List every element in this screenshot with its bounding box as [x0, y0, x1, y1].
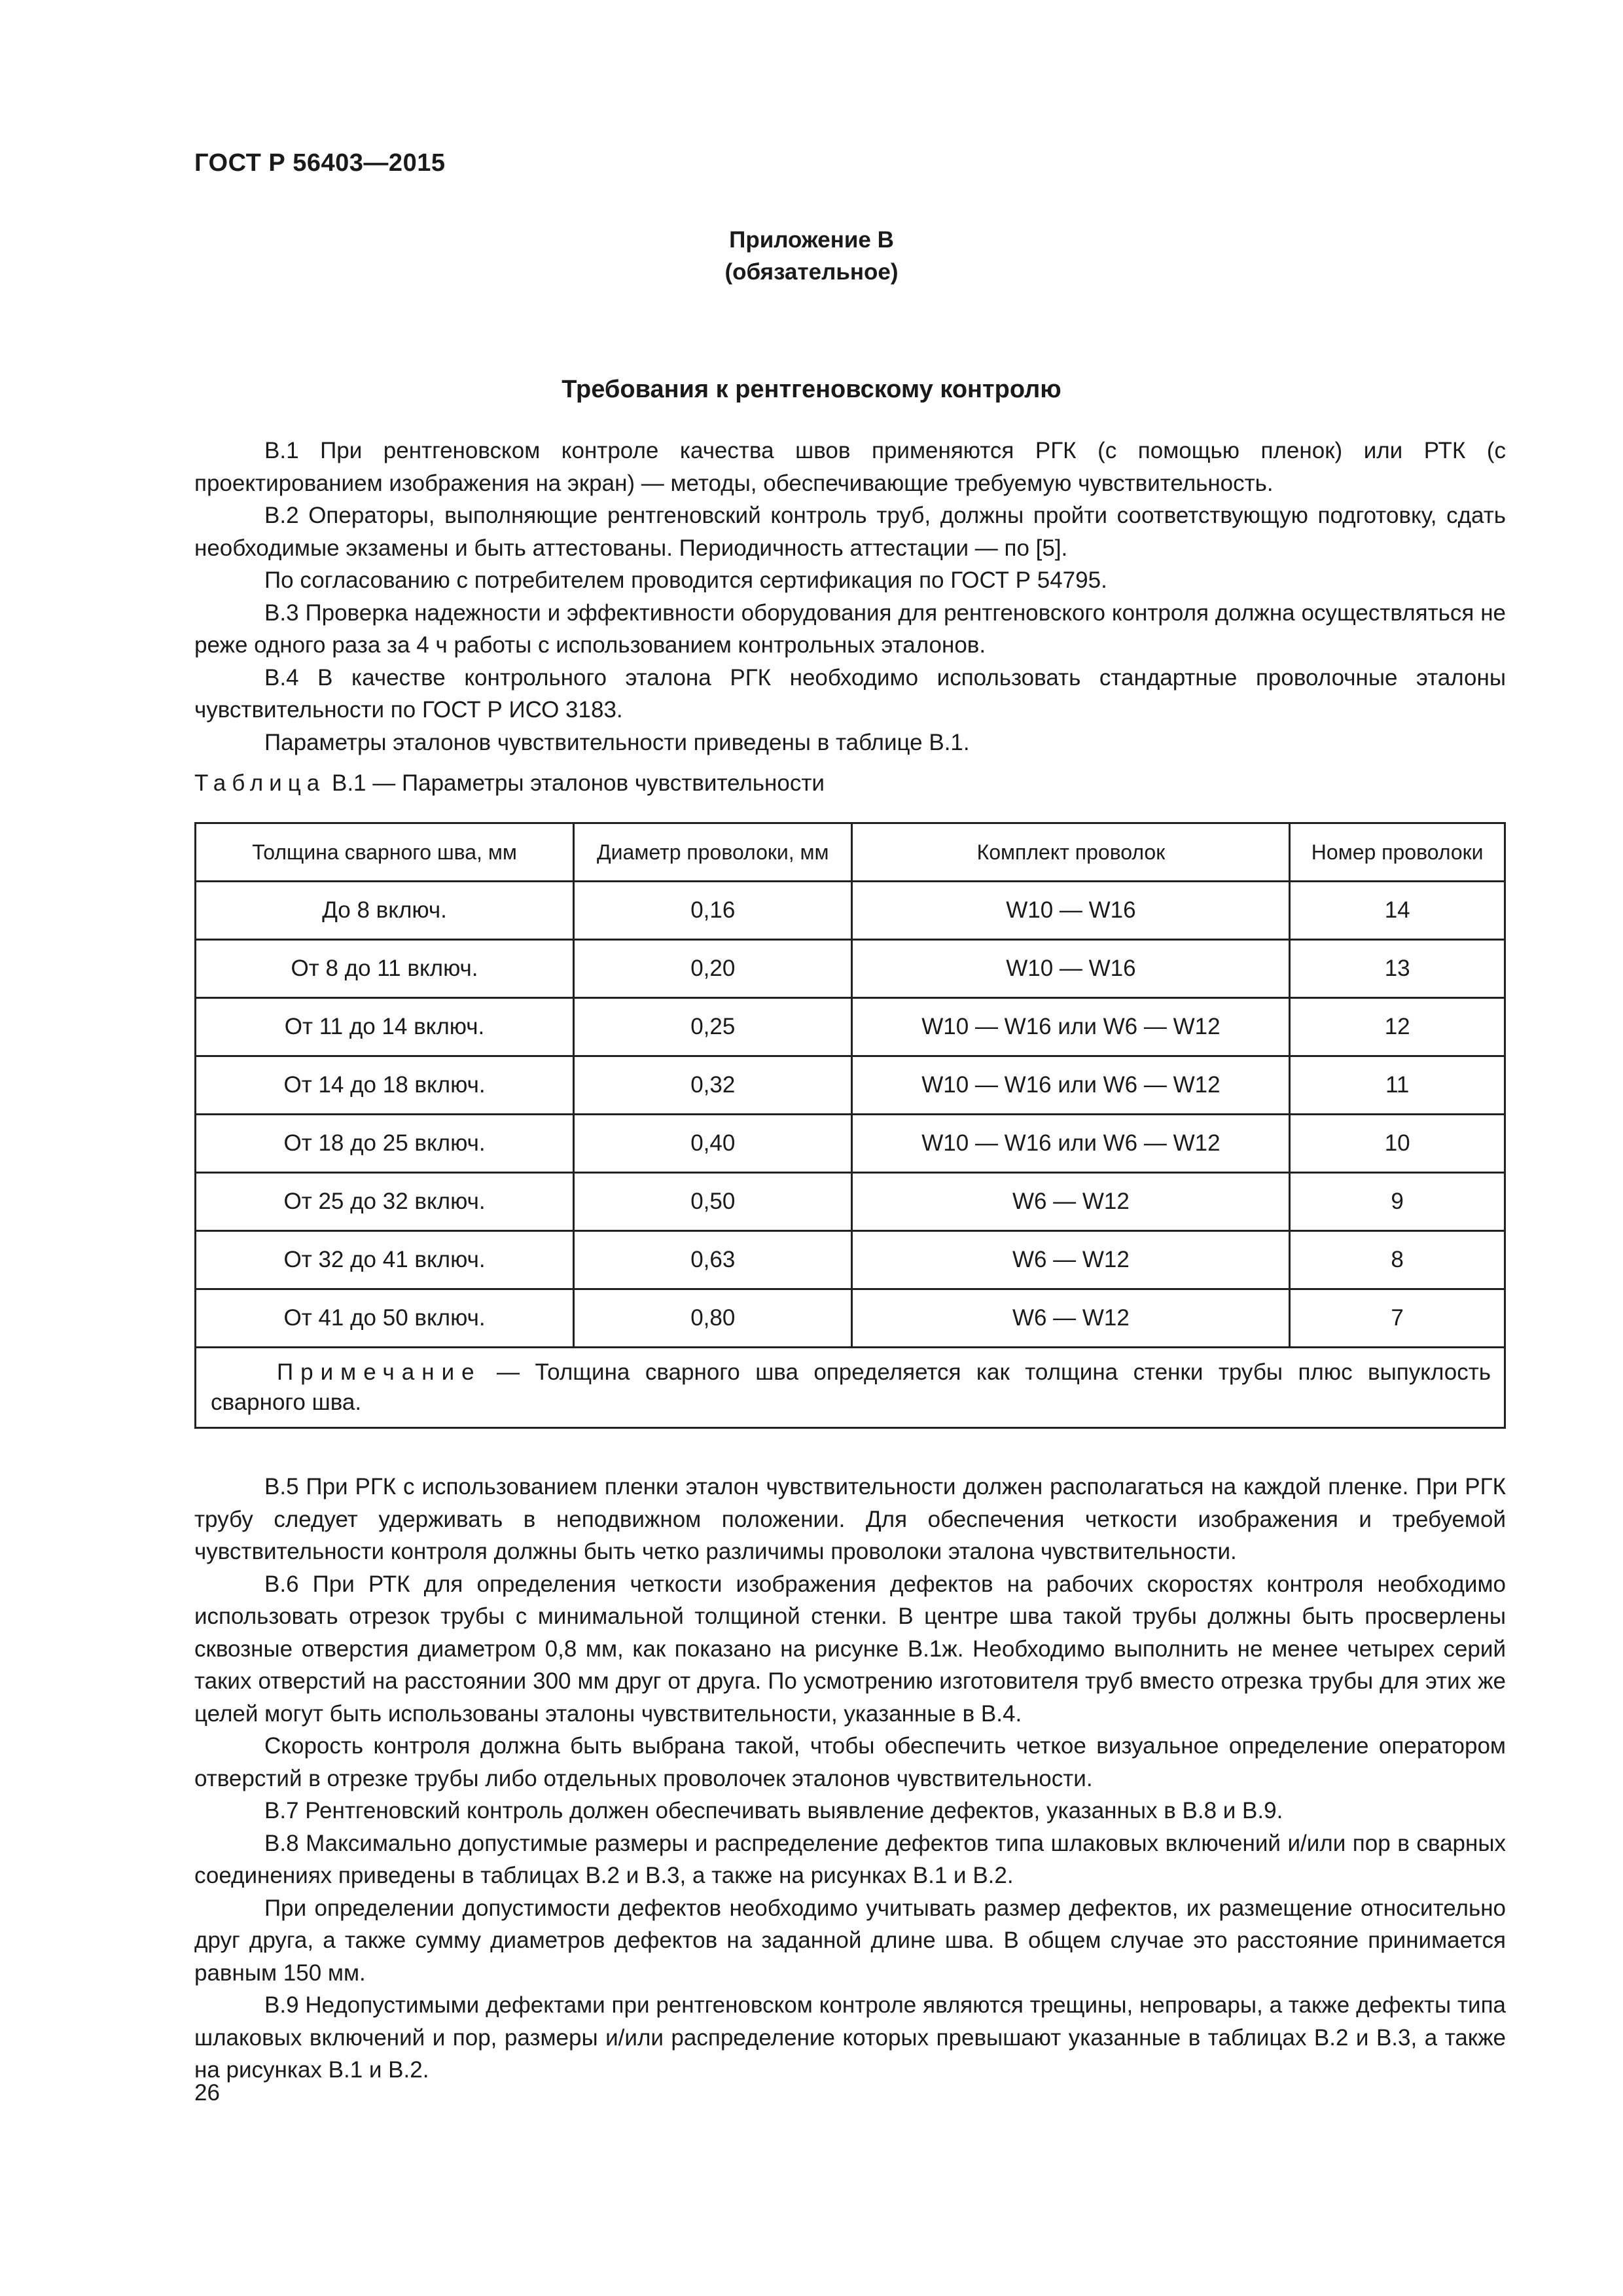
table-caption — [194, 770, 825, 797]
table-note-label: Примечание — [277, 1359, 482, 1385]
paragraph: В.9 Недопустимыми дефектами при рентгеновском контроле являются трещины, непровары, а также дефекты типа шлаковых включений и пор, размеры и/или распределение которых превышают указанные в таблицах В.2 и В.3, а также на рисунках В.1 и В.2. — [194, 1992, 1506, 2083]
cell-wire-set: W10 — W16 или W6 — W12 — [852, 1115, 1290, 1173]
sensitivity-standards-table — [194, 822, 1506, 1429]
body-text-before-table — [194, 435, 1506, 759]
cell-wire-diameter: 0,63 — [574, 1231, 852, 1289]
cell-wire-set: W10 — W16 или W6 — W12 — [852, 998, 1290, 1056]
cell-wire-number: 7 — [1290, 1289, 1505, 1348]
cell-weld-thickness: От 18 до 25 включ. — [196, 1115, 574, 1173]
paragraph: Скорость контроля должна быть выбрана такой, чтобы обеспечить четкое визуальное определение оператором отверстий в отрезке трубы либо отдельных проволочек эталонов чувствительности. — [194, 1733, 1506, 1791]
cell-wire-diameter: 0,16 — [574, 882, 852, 940]
cell-wire-set: W10 — W16 — [852, 882, 1290, 940]
cell-wire-diameter: 0,25 — [574, 998, 852, 1056]
paragraph: В.4 В качестве контрольного эталона РГК необходимо использовать стандартные проволочные эталоны чувствительности по ГОСТ Р ИСО 3183. — [194, 664, 1506, 723]
cell-wire-number: 11 — [1290, 1056, 1505, 1115]
table-row — [196, 1289, 1505, 1348]
annex-title: Приложение В — [729, 227, 894, 253]
cell-weld-thickness: До 8 включ. — [196, 882, 574, 940]
table-header-row — [196, 823, 1505, 882]
table-caption-text: В.1 — Параметры эталонов чувствительности — [331, 770, 825, 796]
cell-wire-number: 14 — [1290, 882, 1505, 940]
body-text-after-table — [194, 1471, 1506, 2087]
cell-wire-set: W10 — W16 — [852, 940, 1290, 998]
paragraph: В.2 Операторы, выполняющие рентгеновский контроль труб, должны пройти соответствующую подготовку, сдать необходимые экзамены и быть аттестованы. Периодичность аттестации — по [5]. — [194, 503, 1506, 561]
cell-wire-number: 12 — [1290, 998, 1505, 1056]
cell-wire-diameter: 0,20 — [574, 940, 852, 998]
cell-wire-number: 13 — [1290, 940, 1505, 998]
paragraph: В.3 Проверка надежности и эффективности оборудования для рентгеновского контроля должна осуществляться не реже одного раза за 4 ч работы с использованием контрольных эталонов. — [194, 600, 1506, 658]
cell-wire-set: W6 — W12 — [852, 1231, 1290, 1289]
cell-wire-number: 9 — [1290, 1173, 1505, 1231]
cell-weld-thickness: От 41 до 50 включ. — [196, 1289, 574, 1348]
cell-weld-thickness: От 11 до 14 включ. — [196, 998, 574, 1056]
document-standard-id: ГОСТ Р 56403—2015 — [194, 149, 446, 177]
header-wire-number: Номер проволоки — [1290, 823, 1505, 882]
cell-wire-diameter: 0,32 — [574, 1056, 852, 1115]
header-wire-set: Комплект проволок — [852, 823, 1290, 882]
paragraph: В.8 Максимально допустимые размеры и распределение дефектов типа шлаковых включений и/или пор в сварных соединениях приведены в таблицах В.2 и В.3, а также на рисунках В.1 и В.2. — [194, 1830, 1506, 1888]
cell-wire-number: 10 — [1290, 1115, 1505, 1173]
cell-wire-diameter: 0,80 — [574, 1289, 852, 1348]
table-row — [196, 940, 1505, 998]
cell-weld-thickness: От 32 до 41 включ. — [196, 1231, 574, 1289]
table-note-text: — Толщина сварного шва определяется как толщина стенки трубы плюс выпуклость сварного шва. — [211, 1359, 1491, 1415]
cell-wire-set: W6 — W12 — [852, 1289, 1290, 1348]
cell-wire-set: W6 — W12 — [852, 1173, 1290, 1231]
table-row — [196, 998, 1505, 1056]
cell-weld-thickness: От 14 до 18 включ. — [196, 1056, 574, 1115]
cell-wire-diameter: 0,40 — [574, 1115, 852, 1173]
paragraph: В.1 При рентгеновском контроле качества швов применяются РГК (с помощью пленок) или РТК (с проектированием изображения на экран) — методы, обеспечивающие требуемую чувствительность. — [194, 438, 1506, 496]
paragraph: В.5 При РГК с использованием пленки эталон чувствительности должен располагаться на каждой пленке. При РГК трубу следует удерживать в неподвижном положении. Для обеспечения четкости изображения и требуемой чувствительности контроля должны быть четко различимы проволоки эталона чувствительности. — [194, 1474, 1506, 1564]
table-row — [196, 1231, 1505, 1289]
paragraph: В.6 При РТК для определения четкости изображения дефектов на рабочих скоростях контроля необходимо использовать отрезок трубы с минимальной толщиной стенки. В центре шва такой трубы должны быть просверлены сквозные отверстия диаметром 0,8 мм, как показано на рисунке В.1ж. Необходимо выполнить не менее четырех серий таких отверстий на расстоянии 300 мм друг от друга. По усмотрению изготовителя труб вместо отрезка трубы для этих же целей могут быть использованы эталоны чувствительности, указанные в В.4. — [194, 1571, 1506, 1727]
header-weld-thickness: Толщина сварного шва, мм — [196, 823, 574, 882]
section-title: Требования к рентгеновскому контролю — [562, 376, 1061, 403]
cell-wire-set: W10 — W16 или W6 — W12 — [852, 1056, 1290, 1115]
paragraph: Параметры эталонов чувствительности приведены в таблице В.1. — [264, 729, 970, 755]
table-caption-label: Таблица — [194, 770, 326, 796]
cell-wire-diameter: 0,50 — [574, 1173, 852, 1231]
paragraph: По согласованию с потребителем проводится сертификация по ГОСТ Р 54795. — [264, 567, 1107, 593]
annex-status: (обязательное) — [724, 259, 899, 285]
header-wire-diameter: Диаметр проволоки, мм — [574, 823, 852, 882]
cell-wire-number: 8 — [1290, 1231, 1505, 1289]
paragraph: При определении допустимости дефектов необходимо учитывать размер дефектов, их размещение относительно друг друга, а также сумму диаметров дефектов на заданной длине шва. В общем случае это расстояние принимается равным 150 мм. — [194, 1895, 1506, 1986]
paragraph: В.7 Рентгеновский контроль должен обеспечивать выявление дефектов, указанных в В.8 и В.9. — [264, 1798, 1283, 1823]
table-row — [196, 1115, 1505, 1173]
table-row — [196, 882, 1505, 940]
cell-weld-thickness: От 25 до 32 включ. — [196, 1173, 574, 1231]
table-note — [196, 1348, 1505, 1428]
table-row — [196, 1173, 1505, 1231]
page-number: 26 — [194, 2080, 220, 2106]
table-note-row — [196, 1348, 1505, 1428]
cell-weld-thickness: От 8 до 11 включ. — [196, 940, 574, 998]
table-row — [196, 1056, 1505, 1115]
